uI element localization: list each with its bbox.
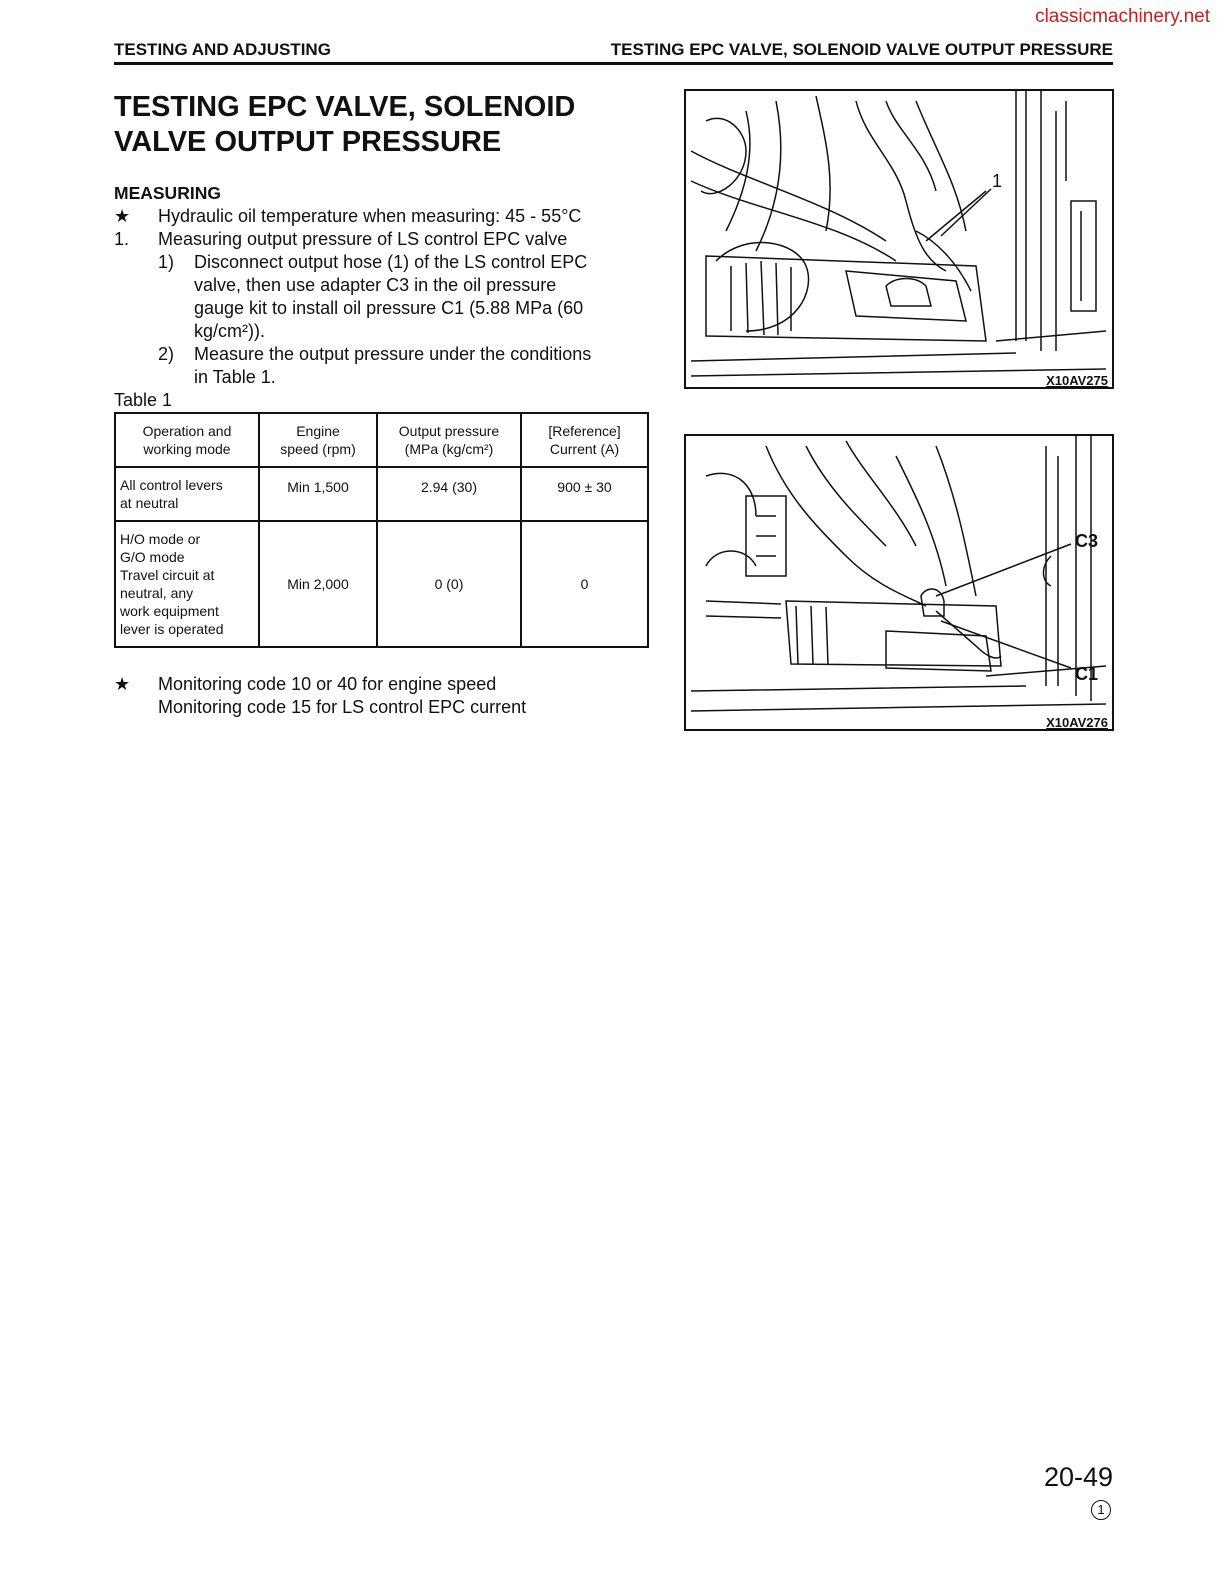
sub-1-number: 1) bbox=[158, 252, 175, 272]
page-number: 20-49 bbox=[1043, 1462, 1113, 1492]
cell-text: at neutral bbox=[120, 495, 179, 511]
pressure-cell: 0 (0) bbox=[377, 521, 521, 647]
cell-text: G/O mode bbox=[120, 549, 185, 565]
callout-c3: C3 bbox=[1075, 531, 1099, 551]
header-cell bbox=[259, 413, 377, 467]
title-line-1: TESTING EPC VALVE, SOLENOID bbox=[114, 91, 576, 123]
sub-1-line-1: Disconnect output hose (1) of the LS control EPC bbox=[194, 252, 588, 272]
cell-text: lever is operated bbox=[120, 621, 224, 637]
watermark[interactable]: classicmachinery.net bbox=[1035, 6, 1210, 27]
figure-1-drawing bbox=[686, 91, 1112, 387]
item-1-number: 1. bbox=[114, 229, 130, 249]
table-header-row bbox=[115, 413, 648, 467]
cell-text: All control levers bbox=[120, 477, 223, 493]
sub-1-line-4: kg/cm²)). bbox=[194, 321, 265, 341]
figure-epc-valve-hose bbox=[684, 89, 1114, 389]
figure-1-id: X10AV275 bbox=[1046, 373, 1108, 388]
revision-mark: 1 bbox=[1091, 1500, 1111, 1520]
cell-text: H/O mode or bbox=[120, 531, 201, 547]
header-text: Engine bbox=[296, 423, 340, 439]
cell-text: Travel circuit at bbox=[120, 567, 215, 583]
monitoring-note-1: Monitoring code 10 or 40 for engine speed bbox=[158, 674, 497, 694]
figure-2-drawing bbox=[686, 436, 1112, 729]
speed-cell: Min 1,500 bbox=[259, 467, 377, 521]
header-section: TESTING AND ADJUSTING bbox=[114, 40, 331, 59]
header-text: working mode bbox=[143, 441, 231, 457]
item-1-text: Measuring output pressure of LS control EPC valve bbox=[158, 229, 568, 249]
mode-cell bbox=[115, 467, 259, 521]
sub-1-line-3: gauge kit to install oil pressure C1 (5.88 MPa (60 bbox=[194, 298, 584, 318]
callout-1: 1 bbox=[992, 171, 1003, 191]
temperature-note: Hydraulic oil temperature when measuring: 45 - 55°C bbox=[158, 206, 582, 226]
current-cell: 900 ± 30 bbox=[521, 467, 648, 521]
star-icon: ★ bbox=[114, 674, 131, 694]
header-cell bbox=[521, 413, 648, 467]
table-row bbox=[115, 467, 648, 521]
header-cell bbox=[115, 413, 259, 467]
header-text: [Reference] bbox=[548, 423, 621, 439]
cell-text: work equipment bbox=[120, 603, 219, 619]
title-line-2: VALVE OUTPUT PRESSURE bbox=[114, 126, 502, 158]
header-rule bbox=[114, 62, 1113, 65]
sub-2-line-2: in Table 1. bbox=[194, 367, 276, 387]
header-text: Operation and bbox=[142, 423, 232, 439]
table-caption: Table 1 bbox=[114, 390, 173, 410]
measuring-heading: MEASURING bbox=[114, 183, 221, 203]
page-title bbox=[114, 90, 634, 160]
header-text: speed (rpm) bbox=[280, 441, 356, 457]
pressure-cell: 2.94 (30) bbox=[377, 467, 521, 521]
sub-1-line-2: valve, then use adapter C3 in the oil pressure bbox=[194, 275, 557, 295]
sub-2-line-1: Measure the output pressure under the conditions bbox=[194, 344, 592, 364]
callout-c1: C1 bbox=[1075, 664, 1099, 684]
header-text: Output pressure bbox=[398, 423, 500, 439]
figure-2-id: X10AV276 bbox=[1046, 715, 1108, 730]
sub-2-number: 2) bbox=[158, 344, 175, 364]
header-cell bbox=[377, 413, 521, 467]
current-cell: 0 bbox=[521, 521, 648, 647]
table-row bbox=[115, 521, 648, 647]
mode-cell bbox=[115, 521, 259, 647]
star-icon: ★ bbox=[114, 206, 131, 226]
header-text: (MPa (kg/cm²) bbox=[404, 441, 494, 457]
figure-adapter-gauge bbox=[684, 434, 1114, 731]
header-text: Current (A) bbox=[549, 441, 620, 457]
measurement-table bbox=[114, 412, 649, 648]
cell-text: neutral, any bbox=[120, 585, 194, 601]
header-title: TESTING EPC VALVE, SOLENOID VALVE OUTPUT PRESSURE bbox=[610, 40, 1113, 59]
monitoring-note-2: Monitoring code 15 for LS control EPC current bbox=[158, 697, 527, 717]
speed-cell: Min 2,000 bbox=[259, 521, 377, 647]
